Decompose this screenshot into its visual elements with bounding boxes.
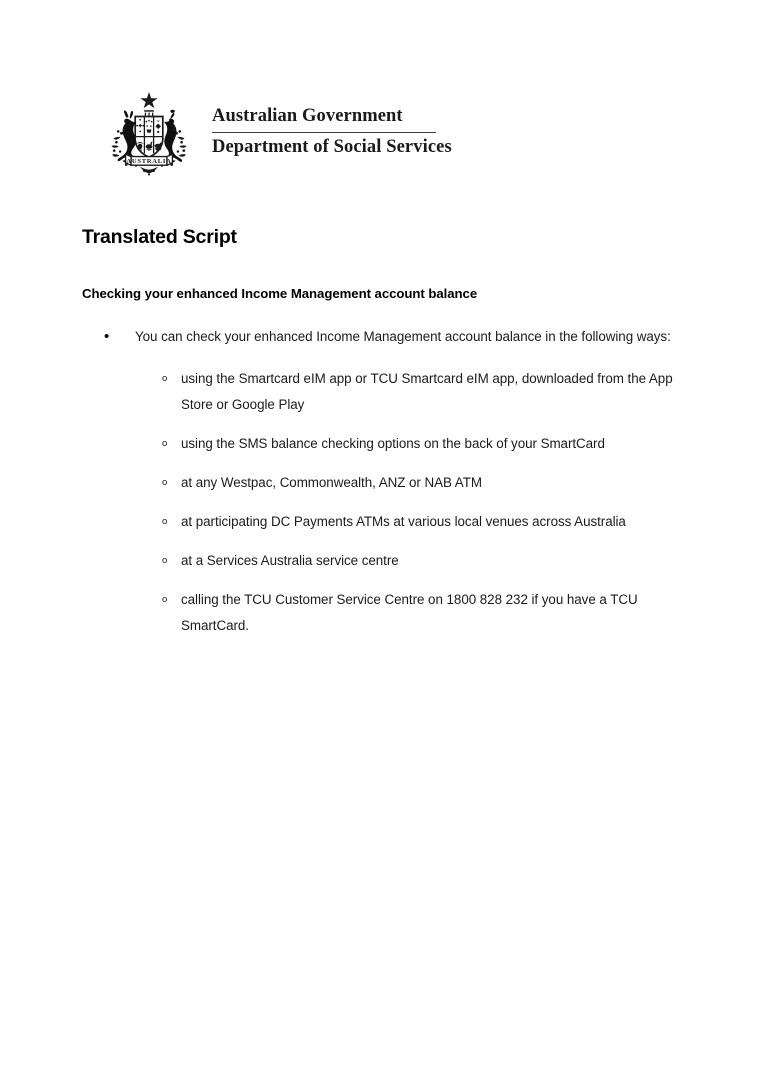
list-item-label: at participating DC Payments ATMs at various local venues across Australia <box>181 514 626 529</box>
sub-bullet-marker-icon: o <box>162 516 168 527</box>
list-item <box>0 587 779 639</box>
document-body <box>0 324 779 652</box>
list-item <box>0 470 779 496</box>
list-item <box>0 431 779 457</box>
australian-commonwealth-coat-of-arms-icon <box>100 86 198 178</box>
masthead-text <box>212 86 452 159</box>
masthead <box>100 86 452 178</box>
svg-text:AUSTRALIA: AUSTRALIA <box>126 158 172 166</box>
section-heading: Checking your enhanced Income Management account balance <box>82 286 478 301</box>
list-item-label: at a Services Australia service centre <box>181 553 399 568</box>
balance-check-methods-list <box>0 366 779 639</box>
list-item <box>0 548 779 574</box>
list-item-label: using the SMS balance checking options on the back of your SmartCard <box>181 436 605 451</box>
sub-bullet-marker-icon: o <box>162 438 168 449</box>
list-item-label: calling the TCU Customer Service Centre on 1800 828 232 if you have a TCU SmartCard. <box>181 592 638 633</box>
sub-bullet-marker-icon: o <box>162 373 168 384</box>
department-name-text: Department of Social Services <box>212 137 452 158</box>
bullet-marker-icon: • <box>104 328 110 345</box>
list-item-label: using the Smartcard eIM app or TCU Smartcard eIM app, downloaded from the App Store or Google Play <box>181 371 673 412</box>
sub-bullet-marker-icon: o <box>162 594 168 605</box>
australian-government-text: Australian Government <box>212 106 403 126</box>
intro-bullet-item <box>0 324 779 350</box>
list-item <box>0 509 779 535</box>
list-item <box>0 366 779 418</box>
sub-bullet-marker-icon: o <box>162 477 168 488</box>
page-title: Translated Script <box>82 226 237 248</box>
intro-bullet-text: You can check your enhanced Income Management account balance in the following ways: <box>135 329 671 344</box>
list-item-label: at any Westpac, Commonwealth, ANZ or NAB ATM <box>181 475 482 490</box>
sub-bullet-marker-icon: o <box>162 555 168 566</box>
masthead-divider <box>212 132 436 133</box>
